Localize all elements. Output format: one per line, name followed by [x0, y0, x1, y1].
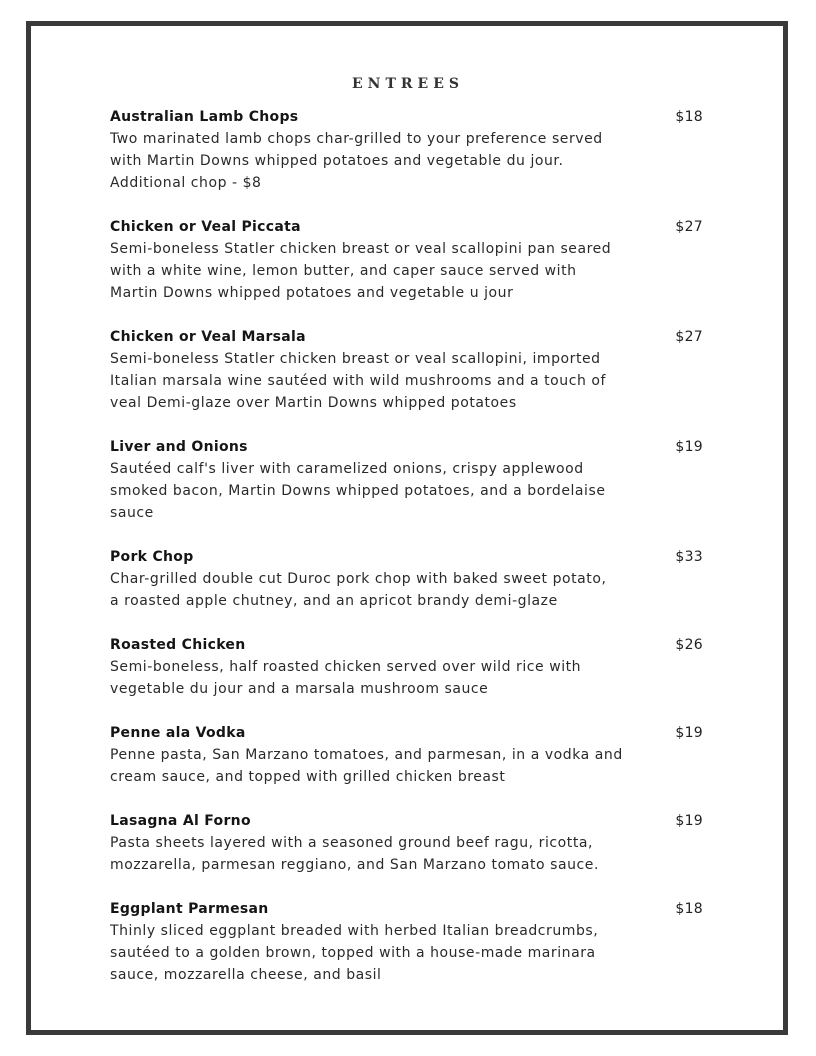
- menu-item: [110, 216, 705, 304]
- item-name: Pork Chop: [110, 549, 194, 565]
- item-name: Lasagna Al Forno: [110, 813, 251, 829]
- item-name: Chicken or Veal Marsala: [110, 329, 306, 345]
- item-name: Penne ala Vodka: [110, 725, 246, 741]
- item-price: $19: [675, 725, 703, 741]
- item-description: [110, 128, 640, 194]
- menu-item: [110, 634, 705, 700]
- description-line: with Martin Downs whipped potatoes and vegetable du jour.: [110, 153, 564, 169]
- item-price: $27: [675, 329, 703, 345]
- item-description: [110, 744, 640, 788]
- description-line: Sautéed calf's liver with caramelized onions, crispy applewood: [110, 461, 584, 477]
- description-line: Two marinated lamb chops char-grilled to your preference served: [110, 131, 603, 147]
- item-description: [110, 920, 640, 986]
- menu-items: [110, 106, 705, 1008]
- menu-item: [110, 722, 705, 788]
- description-line: Semi-boneless Statler chicken breast or veal scallopini, imported: [110, 351, 601, 367]
- item-name: Roasted Chicken: [110, 637, 246, 653]
- description-line: Pasta sheets layered with a seasoned ground beef ragu, ricotta,: [110, 835, 593, 851]
- item-price: $26: [675, 637, 703, 653]
- menu-item: [110, 546, 705, 612]
- menu-item: [110, 810, 705, 876]
- item-name: Chicken or Veal Piccata: [110, 219, 301, 235]
- item-name: Liver and Onions: [110, 439, 248, 455]
- item-price: $19: [675, 813, 703, 829]
- menu-item: [110, 898, 705, 986]
- item-name: Australian Lamb Chops: [110, 109, 299, 125]
- description-line: sautéed to a golden brown, topped with a house-made marinara: [110, 945, 596, 961]
- item-description: [110, 348, 640, 414]
- item-description: [110, 568, 640, 612]
- description-line: veal Demi-glaze over Martin Downs whipped potatoes: [110, 395, 517, 411]
- description-line: mozzarella, parmesan reggiano, and San Marzano tomato sauce.: [110, 857, 599, 873]
- item-price: $27: [675, 219, 703, 235]
- item-price: $19: [675, 439, 703, 455]
- item-description: [110, 832, 640, 876]
- item-description: [110, 656, 640, 700]
- description-line: Penne pasta, San Marzano tomatoes, and parmesan, in a vodka and: [110, 747, 623, 763]
- description-line: Italian marsala wine sautéed with wild mushrooms and a touch of: [110, 373, 606, 389]
- item-description: [110, 458, 640, 524]
- description-line: Additional chop - $8: [110, 175, 262, 191]
- description-line: with a white wine, lemon butter, and caper sauce served with: [110, 263, 577, 279]
- item-price: $33: [675, 549, 703, 565]
- item-price: $18: [675, 901, 703, 917]
- description-line: Semi-boneless, half roasted chicken served over wild rice with: [110, 659, 582, 675]
- description-line: Semi-boneless Statler chicken breast or veal scallopini pan seared: [110, 241, 612, 257]
- section-title: ENTREES: [352, 76, 464, 92]
- description-line: a roasted apple chutney, and an apricot brandy demi-glaze: [110, 593, 558, 609]
- description-line: cream sauce, and topped with grilled chicken breast: [110, 769, 506, 785]
- menu-item: [110, 106, 705, 194]
- description-line: Char-grilled double cut Duroc pork chop with baked sweet potato,: [110, 571, 607, 587]
- description-line: Martin Downs whipped potatoes and vegetable u jour: [110, 285, 514, 301]
- description-line: sauce: [110, 505, 154, 521]
- menu-item: [110, 436, 705, 524]
- description-line: smoked bacon, Martin Downs whipped potatoes, and a bordelaise: [110, 483, 606, 499]
- item-name: Eggplant Parmesan: [110, 901, 269, 917]
- description-line: sauce, mozzarella cheese, and basil: [110, 967, 382, 983]
- description-line: vegetable du jour and a marsala mushroom sauce: [110, 681, 489, 697]
- item-description: [110, 238, 640, 304]
- menu-item: [110, 326, 705, 414]
- item-price: $18: [675, 109, 703, 125]
- description-line: Thinly sliced eggplant breaded with herbed Italian breadcrumbs,: [110, 923, 599, 939]
